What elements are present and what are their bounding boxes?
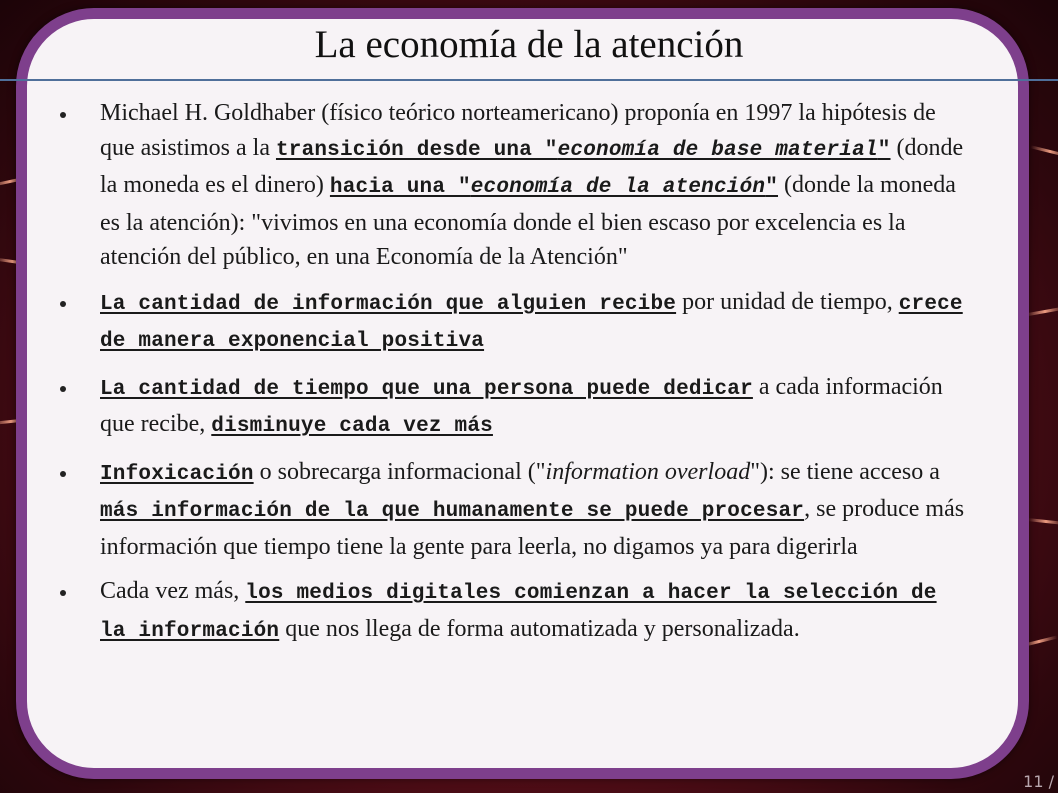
emphasized-text: hacia una "	[329, 176, 471, 199]
bullet-text: (donde la moneda es la atención): "vivimos en una economía donde el bien escaso por excelencia es la atención del público, en una Economía de la Atención"	[100, 172, 956, 270]
bullet-item	[60, 96, 970, 275]
bullet-dot	[60, 471, 66, 477]
emphasized-text: crece de manera exponencial positiva	[100, 292, 963, 353]
emphasized-text: transición desde una "	[275, 138, 558, 162]
background-streak	[1028, 518, 1058, 525]
bullet-text: que nos llega de forma automatizada y personalizada.	[279, 615, 800, 642]
emphasized-text: disminuye cada vez más	[211, 415, 493, 438]
emphasized-text: los medios digitales comienzan a hacer la selección de la información	[100, 582, 937, 643]
bullet-text: , se produce más información que tiempo tiene la gente para leerla, no digamos ya para digerirla	[100, 496, 965, 560]
bullet-text: "): se tiene acceso a	[750, 458, 940, 485]
bullet-text: por unidad de tiempo,	[676, 288, 899, 315]
emphasized-text: más información de la que humanamente se puede procesar	[100, 500, 805, 523]
bullet-dot	[60, 386, 66, 392]
emphasized-text: La cantidad de tiempo que una persona puede dedicar	[100, 377, 753, 401]
bullet-item	[60, 574, 970, 649]
bullet-text: Cada vez más,	[100, 578, 246, 604]
bullet-list	[60, 96, 970, 659]
background-streak	[1030, 145, 1058, 158]
emphasized-text: "	[877, 138, 891, 162]
page-number: 11 /	[1023, 772, 1054, 791]
emphasized-text: Infoxicación	[100, 462, 254, 486]
emphasized-text: economía de base material	[557, 138, 878, 162]
bullet-dot	[60, 590, 66, 596]
bullet-item	[60, 455, 970, 565]
bullet-dot	[60, 301, 66, 307]
bullet-item	[60, 370, 970, 445]
bullet-item	[60, 285, 970, 360]
bullet-dot	[60, 112, 66, 118]
slide-title: La economía de la atención	[314, 23, 744, 66]
bullet-text: o sobrecarga informacional ("	[253, 458, 546, 485]
bullet-text: Michael H. Goldhaber (físico teórico norteamericano) proponía en 1997 la hipótesis de que asistimos a la	[100, 100, 936, 161]
bullet-text: a cada información que recibe,	[100, 373, 943, 437]
title-divider	[0, 79, 1058, 81]
emphasized-text: "	[765, 176, 779, 199]
emphasized-text: La cantidad de información que alguien recibe	[100, 292, 677, 316]
background-streak	[1025, 307, 1058, 317]
emphasized-text: economía de la atención	[470, 176, 766, 199]
italic-text: information overload	[545, 458, 751, 485]
bullet-text: (donde la moneda es el dinero)	[100, 134, 964, 198]
